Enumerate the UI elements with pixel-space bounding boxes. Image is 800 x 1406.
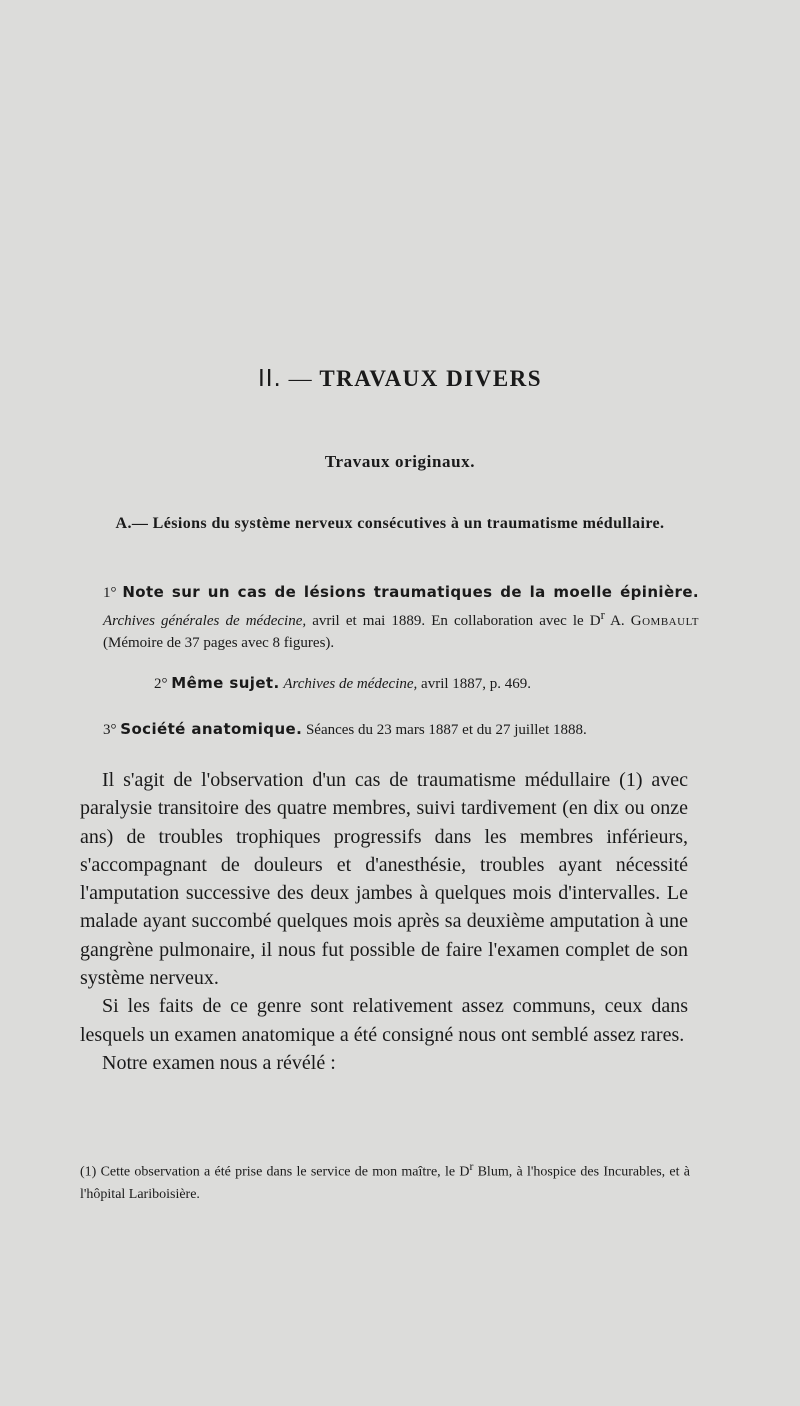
entry-details: avril et mai 1889. En collaboration avec le D: [306, 613, 601, 629]
chapter-dash: —: [281, 366, 320, 391]
entry-title: Société anatomique.: [120, 720, 303, 738]
entry-sup: r: [600, 608, 605, 622]
entry-title: Même sujet.: [171, 674, 280, 692]
entry-journal: Archives générales de médecine,: [103, 613, 307, 629]
entry-title: Note sur un cas de lésions traumatiques de la moelle épinière.: [122, 583, 699, 601]
bibliography-entry-2: [154, 672, 714, 695]
footnote: [80, 1156, 690, 1206]
body-paragraph: Il s'agit de l'observation d'un cas de traumatisme médullaire (1) avec paralysie transitoire des quatre membres, suivi tardivement (en dix ou onze ans) de troubles trophiques progressifs dans les membres inférieurs, s'accompagnant de douleurs et d'anesthésie, troubles ayant nécessité l'amputation successive des deux jambes à quelques mois d'intervalles. Le malade ayant succombé quelques mois après sa deuxième amputation à une gangrène pulmonaire, il nous fut possible de faire l'examen complet de son système nerveux.: [80, 769, 688, 990]
entry-details: avril 1887, p. 469.: [417, 676, 532, 692]
footnote-text: Cette observation a été prise dans le service de mon maître, le D: [96, 1164, 470, 1180]
bibliography-entry-3: [103, 718, 703, 741]
chapter-number: II.: [257, 366, 282, 392]
body-text: [80, 766, 688, 1077]
chapter-title: TRAVAUX DIVERS: [319, 366, 543, 391]
body-paragraph: Si les faits de ce genre sont relativement assez communs, ceux dans lesquels un examen anatomique a été consigné nous ont semblé assez rares.: [80, 995, 688, 1046]
footnote-sup: r: [469, 1160, 474, 1173]
bibliography-entry-1: [103, 581, 699, 654]
entry-number: 1°: [103, 585, 117, 601]
body-paragraph: Notre examen nous a révélé :: [102, 1051, 336, 1074]
section-subtitle: Travaux originaux.: [324, 452, 476, 471]
footnote-mark: (1): [80, 1164, 97, 1180]
entry-author: Gombault: [630, 613, 699, 629]
entry-details: Séances du 23 mars 1887 et du 27 juillet 1888.: [302, 722, 587, 738]
section-a-heading: A.— Lésions du système nerveux consécutives à un traumatisme médullaire.: [115, 515, 665, 532]
entry-number: 3°: [103, 722, 117, 738]
chapter-heading: [0, 366, 800, 392]
entry-author-initial: A.: [604, 613, 631, 629]
entry-number: 2°: [154, 676, 168, 692]
entry-journal: Archives de médecine,: [283, 676, 418, 692]
entry-tail: (Mémoire de 37 pages avec 8 figures).: [103, 635, 335, 651]
footnote-text-end: Blum, à l'hospice des Incurables, et à l'hôpital Lariboisière.: [80, 1164, 691, 1202]
